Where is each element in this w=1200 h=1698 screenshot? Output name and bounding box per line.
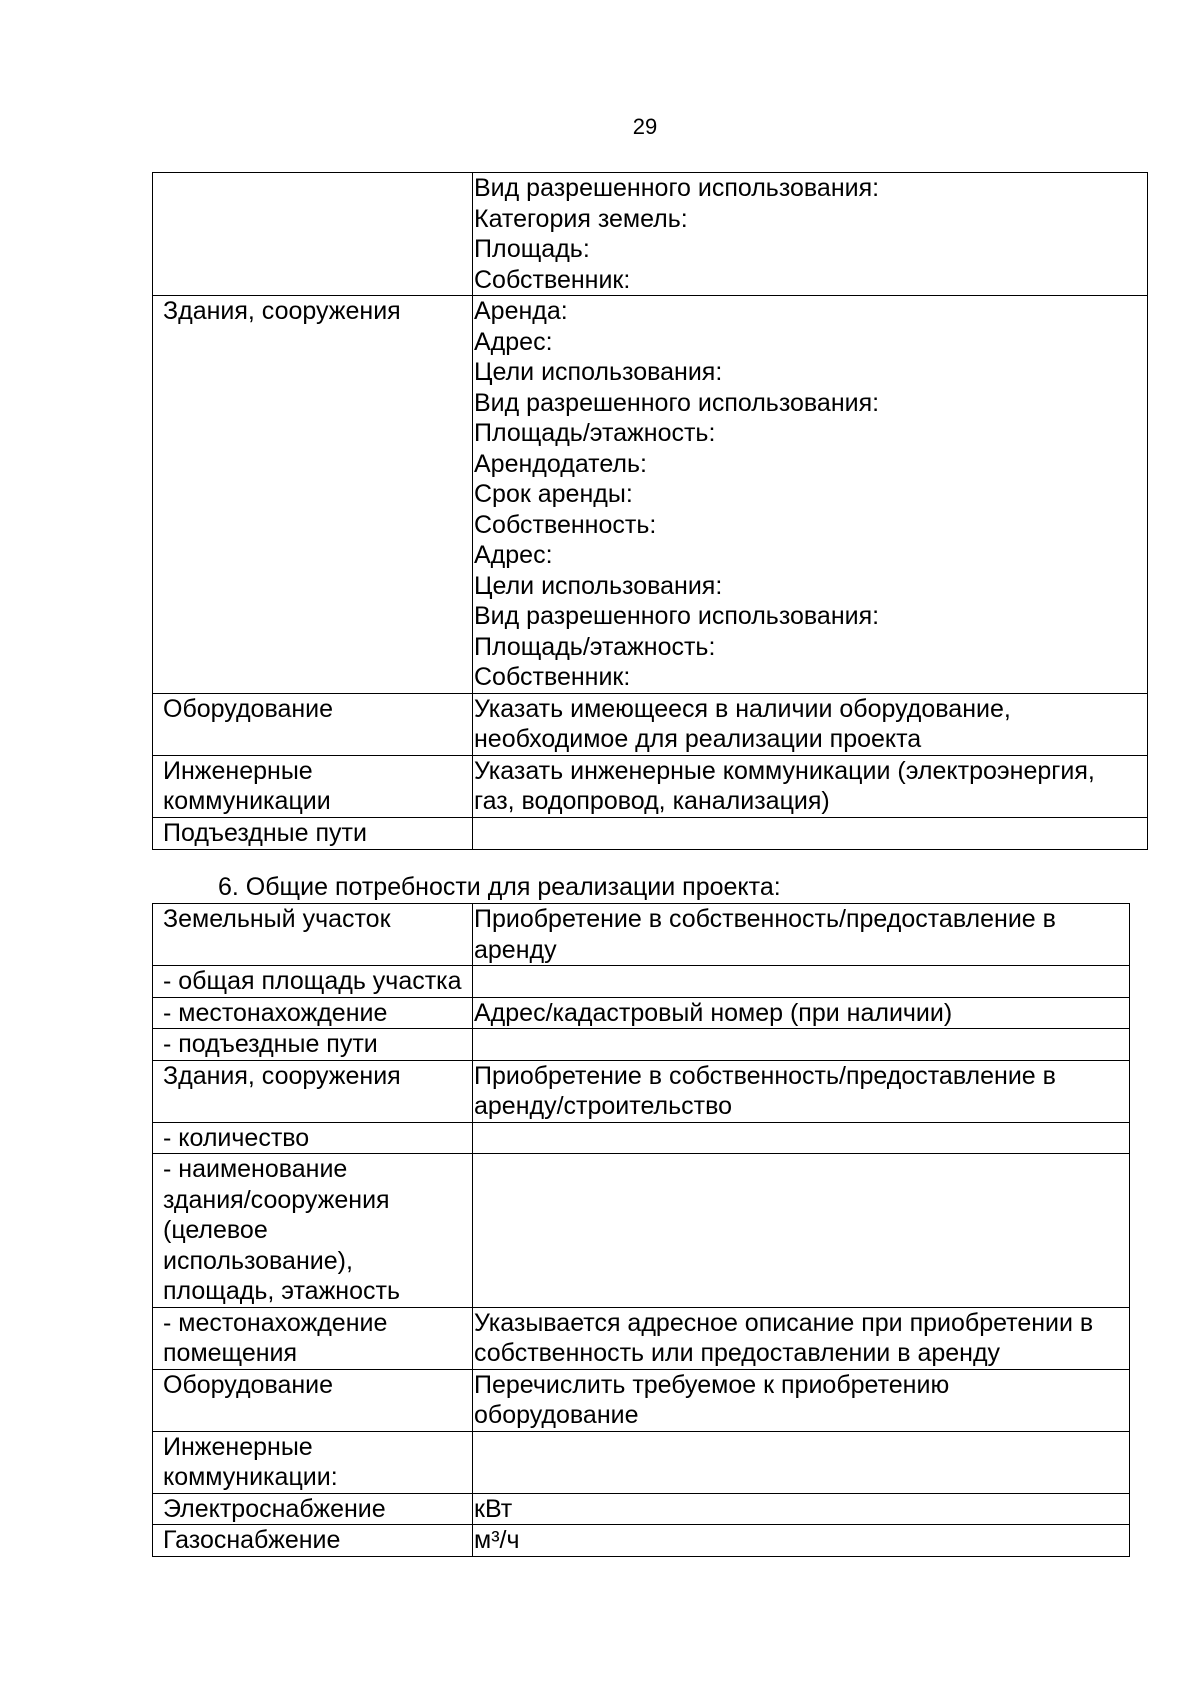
table-row xyxy=(153,693,1148,755)
detail-line: Цели использования: xyxy=(474,358,723,386)
detail-line: Площадь: xyxy=(474,235,590,263)
row-label: Подъездные пути xyxy=(153,817,473,849)
table-row xyxy=(153,997,1130,1029)
detail-line: Собственник: xyxy=(474,663,631,691)
row-label: Земельный участок xyxy=(153,904,473,966)
row-value xyxy=(473,1122,1130,1154)
row-value: Адрес/кадастровый номер (при наличии) xyxy=(473,997,1130,1029)
row-label: Газоснабжение xyxy=(153,1525,473,1557)
row-label: - местонахождение помещения xyxy=(153,1307,473,1369)
row-label: Здания, сооружения xyxy=(153,1060,473,1122)
row-label: Оборудование xyxy=(153,693,473,755)
row-details xyxy=(473,817,1148,849)
table-row xyxy=(153,1060,1130,1122)
row-value: Указывается адресное описание при приобретении в собственность или предоставлении в аренду xyxy=(473,1307,1130,1369)
table-row xyxy=(153,1431,1130,1493)
detail-line: Указать инженерные коммуникации (электроэнергия, xyxy=(474,756,1095,785)
table-row xyxy=(153,1525,1130,1557)
detail-line: Площадь/этажность: xyxy=(474,632,716,661)
table-row xyxy=(153,1122,1130,1154)
table-row xyxy=(153,1029,1130,1061)
row-label: Электроснабжение xyxy=(153,1493,473,1525)
row-label: - наименование здания/сооружения (целевое использование), площадь, этажность xyxy=(153,1154,473,1308)
detail-line: Аренда: xyxy=(474,297,568,325)
table-row xyxy=(153,966,1130,998)
row-value xyxy=(473,1029,1130,1061)
detail-line: Собственник: xyxy=(474,265,631,294)
detail-line: Адрес: xyxy=(474,327,553,356)
detail-line: Категория земель: xyxy=(474,204,688,233)
detail-line: Срок аренды: xyxy=(474,480,633,508)
detail-line: Адрес: xyxy=(474,541,553,569)
row-details xyxy=(473,173,1148,296)
row-label: - подъездные пути xyxy=(153,1029,473,1061)
row-value: Приобретение в собственность/предоставление в аренду/строительство xyxy=(473,1060,1130,1122)
row-label: - местонахождение xyxy=(153,997,473,1029)
row-value: Приобретение в собственность/предоставление в аренду xyxy=(473,904,1130,966)
row-label: Инженерные коммуникации xyxy=(153,755,473,817)
land-buildings-table xyxy=(152,172,1148,850)
detail-line: Вид разрешенного использования: xyxy=(474,602,880,630)
table-row xyxy=(153,1493,1130,1525)
detail-line: Вид разрешенного использования: xyxy=(474,174,880,202)
table-row xyxy=(153,1369,1130,1431)
row-label: Инженерные коммуникации: xyxy=(153,1431,473,1493)
detail-line: Указать имеющееся в наличии оборудование, xyxy=(474,694,1011,723)
row-value xyxy=(473,966,1130,998)
row-value: кВт xyxy=(473,1493,1130,1525)
table-row xyxy=(153,296,1148,694)
row-value xyxy=(473,1154,1130,1308)
detail-line: необходимое для реализации проекта xyxy=(474,725,922,753)
row-value xyxy=(473,1431,1130,1493)
table-row xyxy=(153,1154,1130,1308)
detail-line: Вид разрешенного использования: xyxy=(474,388,880,417)
row-details xyxy=(473,693,1148,755)
table-row xyxy=(153,1307,1130,1369)
row-label: Оборудование xyxy=(153,1369,473,1431)
row-details xyxy=(473,755,1148,817)
detail-line: Арендодатель: xyxy=(474,449,647,478)
detail-line: Собственность: xyxy=(474,510,657,539)
row-label: - количество xyxy=(153,1122,473,1154)
detail-line: газ, водопровод, канализация) xyxy=(474,787,830,815)
row-label: Здания, сооружения xyxy=(153,296,473,694)
section-heading: 6. Общие потребности для реализации проекта: xyxy=(218,873,781,901)
detail-line: Цели использования: xyxy=(474,571,723,600)
row-label: - общая площадь участка xyxy=(153,966,473,998)
page-number: 29 xyxy=(632,114,658,139)
row-details xyxy=(473,296,1148,694)
row-label xyxy=(153,173,473,296)
row-value: Перечислить требуемое к приобретению оборудование xyxy=(473,1369,1130,1431)
project-needs-table xyxy=(152,903,1130,1557)
table-row xyxy=(153,173,1148,296)
table-row xyxy=(153,904,1130,966)
table-row xyxy=(153,755,1148,817)
row-value: м³/ч xyxy=(473,1525,1130,1557)
table-row xyxy=(153,817,1148,849)
detail-line: Площадь/этажность: xyxy=(474,419,716,447)
